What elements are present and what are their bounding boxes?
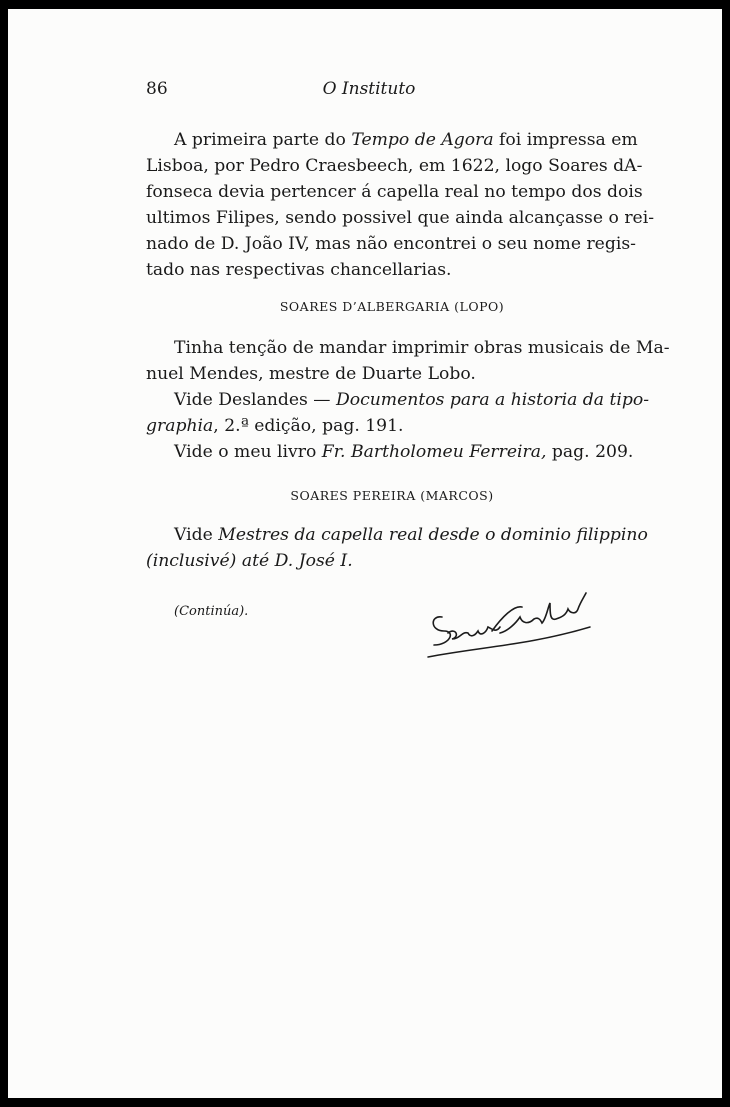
paragraph-text bbox=[146, 439, 634, 465]
body-paragraph bbox=[146, 127, 655, 283]
text-run: fonseca devia pertencer á capella real no tempo dos dois bbox=[146, 182, 643, 202]
text-line bbox=[146, 205, 655, 231]
text-run: , 2.ª edição, pag. 191. bbox=[213, 416, 404, 436]
paragraph-text bbox=[146, 387, 650, 439]
text-line bbox=[146, 413, 620, 439]
text-run: nado de D. João IV, mas não encontrei o seu nome regis- bbox=[146, 234, 636, 254]
text-line bbox=[146, 361, 620, 387]
paragraph-text bbox=[146, 335, 670, 387]
text-line bbox=[146, 127, 638, 153]
section-heading: SOARES PEREIRA (MARCOS) bbox=[290, 488, 494, 503]
italic-text: Documentos para a historia da tipo- bbox=[335, 390, 650, 410]
italic-text: Tempo de Agora bbox=[351, 130, 494, 150]
text-line bbox=[146, 231, 636, 257]
continua-note: (Continúa). bbox=[174, 604, 249, 619]
paragraph-text bbox=[146, 127, 655, 283]
text-line bbox=[146, 548, 620, 574]
italic-text: graphia bbox=[146, 416, 214, 436]
text-line bbox=[146, 522, 648, 548]
text-run: nuel Mendes, mestre de Duarte Lobo. bbox=[146, 364, 476, 384]
text-line bbox=[146, 439, 634, 465]
page-header bbox=[8, 79, 722, 103]
text-run: Lisboa, por Pedro Craesbeech, em 1622, logo Soares dA- bbox=[146, 156, 643, 176]
text-run: Vide o meu livro bbox=[174, 442, 322, 462]
document-page bbox=[8, 9, 722, 1098]
text-run: Vide Deslandes — bbox=[174, 390, 336, 410]
text-run: pag. 209. bbox=[546, 442, 634, 462]
text-run: foi impressa em bbox=[493, 130, 638, 150]
italic-text: Fr. Bartholomeu Ferreira, bbox=[321, 442, 547, 462]
text-line bbox=[146, 257, 620, 283]
text-run: tado nas respectivas chancellarias. bbox=[146, 260, 452, 280]
text-run: Tinha tenção de mandar imprimir obras musicais de Ma- bbox=[174, 338, 670, 358]
text-line bbox=[146, 335, 670, 361]
running-title: O Instituto bbox=[322, 79, 416, 99]
italic-text: Mestres da capella real desde o dominio filippino bbox=[218, 525, 648, 545]
text-run: ultimos Filipes, sendo possivel que ainda alcançasse o rei- bbox=[146, 208, 655, 228]
text-line bbox=[146, 387, 650, 413]
paragraph-text bbox=[146, 522, 648, 574]
section-heading: SOARES D’ALBERGARIA (LOPO) bbox=[279, 299, 505, 314]
text-run: Vide bbox=[174, 525, 219, 545]
text-line bbox=[146, 179, 643, 205]
italic-text: (inclusivé) até D. José I. bbox=[146, 551, 353, 571]
page-number: 86 bbox=[146, 79, 168, 99]
text-run: A primeira parte do bbox=[174, 130, 352, 150]
text-line bbox=[146, 153, 643, 179]
signature bbox=[420, 587, 600, 661]
